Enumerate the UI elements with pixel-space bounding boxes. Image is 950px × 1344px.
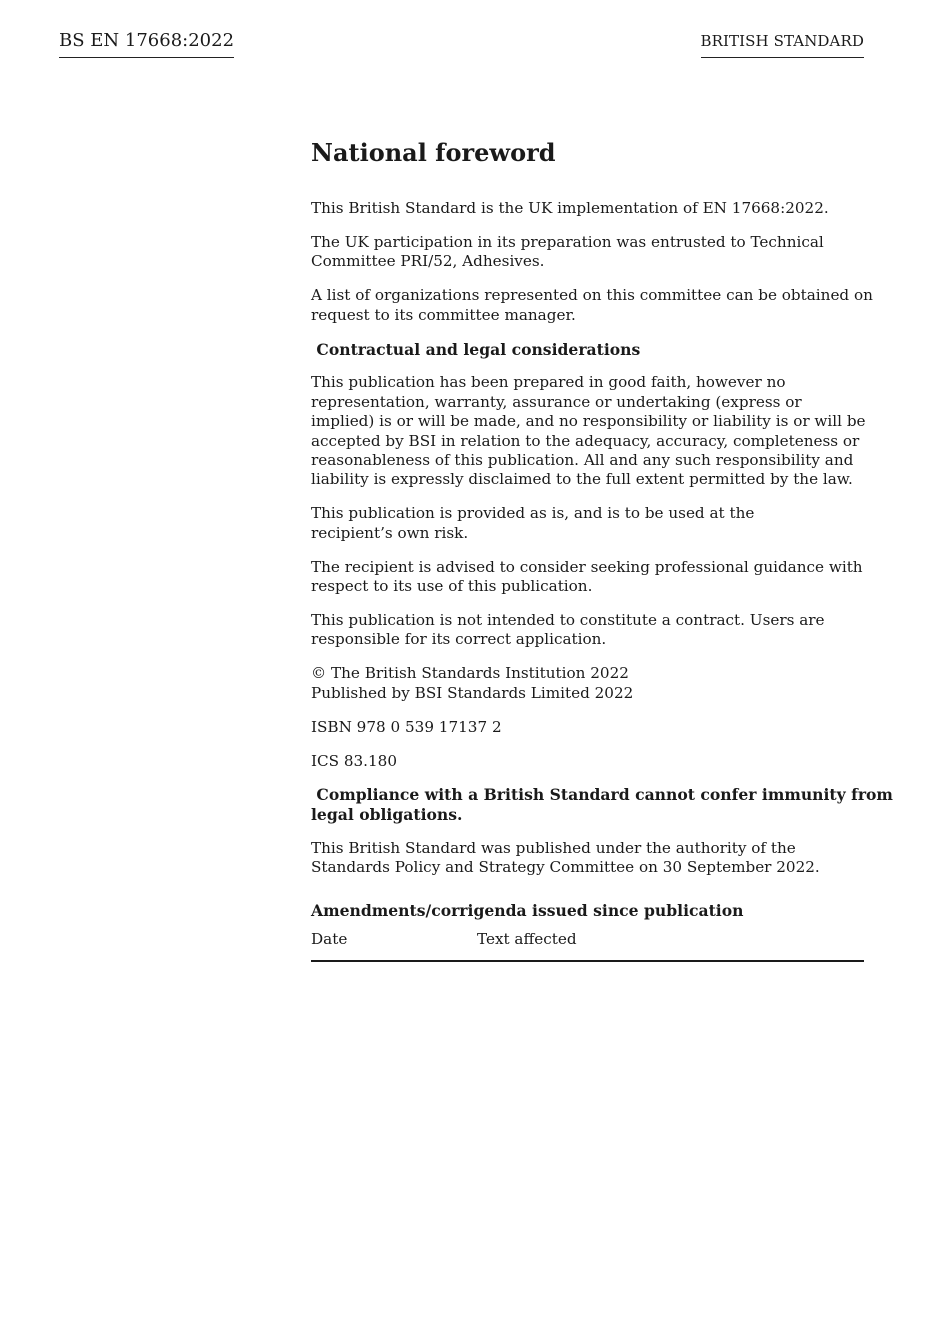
document-id: BS EN 17668:2022: [59, 30, 234, 58]
column-header-text-affected: Text affected: [477, 929, 577, 948]
amendments-table: [311, 930, 864, 962]
contract-paragraph: [311, 611, 864, 650]
document-type: BRITISH STANDARD: [701, 30, 865, 58]
text-line: request to its committee manager.: [311, 305, 576, 324]
organizations-paragraph: [311, 286, 873, 325]
isbn: [311, 718, 864, 737]
text-line: recipient’s own risk.: [311, 523, 469, 542]
compliance-heading: [311, 785, 893, 824]
text-line: This publication has been prepared in good faith, however no: [311, 373, 786, 392]
text-line: This British Standard was published under the authority of the: [311, 838, 796, 857]
as-is-paragraph: [311, 504, 864, 543]
text-line: representation, warranty, assurance or undertaking (express or: [311, 392, 802, 411]
text-line: responsible for its correct application.: [311, 630, 607, 649]
text-line: legal obligations.: [311, 804, 463, 824]
text-line: ICS 83.180: [311, 751, 397, 770]
text-line: reasonableness of this publication. All and any such responsibility and: [311, 451, 854, 470]
disclaimer-paragraph: [311, 373, 864, 489]
national-foreword-section: [311, 138, 893, 962]
text-line: ISBN 978 0 539 17137 2: [311, 717, 502, 736]
text-line: This publication is not intended to constitute a contract. Users are: [311, 611, 825, 629]
ics: [311, 752, 864, 771]
text-line: The UK participation in its preparation was entrusted to Technical: [311, 232, 824, 251]
text-line: Committee PRI/52, Adhesives.: [311, 252, 545, 271]
text-line: liability is expressly disclaimed to the full extent permitted by the law.: [311, 470, 853, 489]
participation-paragraph: [311, 233, 864, 272]
text-line: Standards Policy and Strategy Committee on 30 September 2022.: [311, 858, 820, 877]
text-line: This publication is provided as is, and is to be used at the: [311, 504, 755, 523]
text-line: implied) is or will be made, and no responsibility or liability is or will be: [311, 412, 866, 431]
column-header-date: Date: [311, 929, 348, 948]
guidance-paragraph: [311, 558, 864, 597]
text-line: This British Standard is the UK implementation of EN 17668:2022.: [311, 199, 829, 217]
text-line: Published by BSI Standards Limited 2022: [311, 683, 634, 702]
amendments-heading: Amendments/corrigenda issued since publication: [311, 900, 744, 920]
contractual-heading: [311, 340, 864, 359]
text-line: Compliance with a British Standard cannot confer immunity from: [311, 785, 893, 805]
text-line: A list of organizations represented on this committee can be obtained on: [311, 286, 873, 305]
text-line: The recipient is advised to consider seeking professional guidance with: [311, 557, 863, 576]
heading-text: Contractual and legal considerations: [311, 339, 641, 359]
text-line: © The British Standards Institution 2022: [311, 664, 629, 683]
implementation-paragraph: [311, 199, 864, 218]
copyright-paragraph: [311, 664, 864, 703]
page-title: National foreword: [311, 138, 556, 167]
authority-paragraph: [311, 839, 864, 878]
text-line: respect to its use of this publication.: [311, 577, 593, 596]
text-line: accepted by BSI in relation to the adequacy, accuracy, completeness or: [311, 431, 860, 450]
